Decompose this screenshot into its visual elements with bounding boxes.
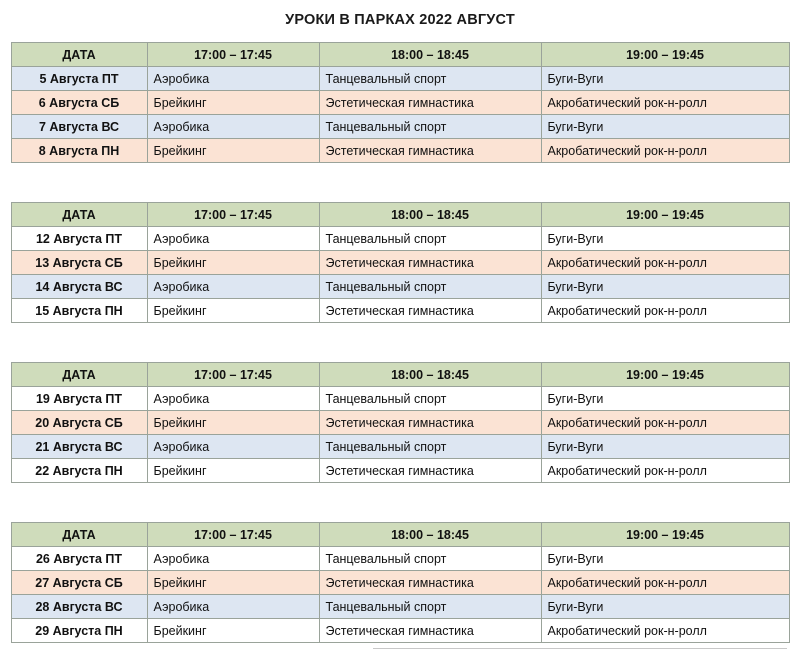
cell-class-2: Танцевальный спорт — [319, 595, 541, 619]
cell-class-1: Брейкинг — [147, 411, 319, 435]
cell-class-1: Брейкинг — [147, 619, 319, 643]
cell-class-1: Брейкинг — [147, 571, 319, 595]
cell-class-2: Танцевальный спорт — [319, 547, 541, 571]
cell-date: 22 Августа ПН — [11, 459, 147, 483]
cell-class-1: Аэробика — [147, 115, 319, 139]
column-header-date: ДАТА — [11, 203, 147, 227]
cell-date: 20 Августа СБ — [11, 411, 147, 435]
cell-class-1: Брейкинг — [147, 251, 319, 275]
cell-class-2: Эстетическая гимнастика — [319, 251, 541, 275]
table-row — [11, 619, 789, 643]
schedule-table-week-3 — [11, 362, 790, 483]
column-header-slot-1: 17:00 – 17:45 — [147, 43, 319, 67]
cell-class-1: Аэробика — [147, 67, 319, 91]
column-header-slot-3: 19:00 – 19:45 — [541, 523, 789, 547]
cell-class-1: Аэробика — [147, 227, 319, 251]
table-row — [11, 91, 789, 115]
cell-class-3: Буги-Вуги — [541, 275, 789, 299]
column-header-slot-3: 19:00 – 19:45 — [541, 43, 789, 67]
cell-date: 21 Августа ВС — [11, 435, 147, 459]
table-row — [11, 387, 789, 411]
cell-class-1: Аэробика — [147, 387, 319, 411]
table-row — [11, 227, 789, 251]
cell-date: 27 Августа СБ — [11, 571, 147, 595]
page-bottom-divider — [373, 648, 787, 649]
cell-class-3: Акробатический рок-н-ролл — [541, 571, 789, 595]
cell-class-3: Акробатический рок-н-ролл — [541, 299, 789, 323]
cell-class-2: Эстетическая гимнастика — [319, 459, 541, 483]
table-row — [11, 251, 789, 275]
page-title: УРОКИ В ПАРКАХ 2022 АВГУСТ — [285, 12, 515, 28]
column-header-slot-2: 18:00 – 18:45 — [319, 203, 541, 227]
table-row — [11, 435, 789, 459]
column-header-slot-2: 18:00 – 18:45 — [319, 363, 541, 387]
cell-class-2: Эстетическая гимнастика — [319, 91, 541, 115]
table-row — [11, 115, 789, 139]
table-header-row — [11, 363, 789, 387]
cell-class-2: Эстетическая гимнастика — [319, 411, 541, 435]
table-row — [11, 67, 789, 91]
column-header-date: ДАТА — [11, 523, 147, 547]
cell-class-1: Аэробика — [147, 595, 319, 619]
cell-class-3: Акробатический рок-н-ролл — [541, 411, 789, 435]
table-row — [11, 139, 789, 163]
column-header-slot-2: 18:00 – 18:45 — [319, 523, 541, 547]
column-header-slot-3: 19:00 – 19:45 — [541, 203, 789, 227]
table-row — [11, 275, 789, 299]
table-row — [11, 299, 789, 323]
cell-class-1: Аэробика — [147, 275, 319, 299]
cell-class-2: Танцевальный спорт — [319, 275, 541, 299]
column-header-slot-2: 18:00 – 18:45 — [319, 43, 541, 67]
cell-class-3: Акробатический рок-н-ролл — [541, 459, 789, 483]
cell-class-2: Эстетическая гимнастика — [319, 139, 541, 163]
cell-date: 29 Августа ПН — [11, 619, 147, 643]
cell-date: 14 Августа ВС — [11, 275, 147, 299]
cell-date: 12 Августа ПТ — [11, 227, 147, 251]
cell-class-3: Буги-Вуги — [541, 435, 789, 459]
cell-class-1: Брейкинг — [147, 299, 319, 323]
cell-class-2: Эстетическая гимнастика — [319, 299, 541, 323]
table-row — [11, 459, 789, 483]
cell-date: 6 Августа СБ — [11, 91, 147, 115]
cell-class-1: Брейкинг — [147, 139, 319, 163]
cell-date: 26 Августа ПТ — [11, 547, 147, 571]
cell-class-1: Аэробика — [147, 547, 319, 571]
table-header-row — [11, 523, 789, 547]
table-row — [11, 411, 789, 435]
column-header-date: ДАТА — [11, 43, 147, 67]
cell-class-2: Танцевальный спорт — [319, 227, 541, 251]
cell-date: 15 Августа ПН — [11, 299, 147, 323]
cell-date: 5 Августа ПТ — [11, 67, 147, 91]
cell-class-3: Буги-Вуги — [541, 67, 789, 91]
column-header-date: ДАТА — [11, 363, 147, 387]
cell-class-3: Акробатический рок-н-ролл — [541, 619, 789, 643]
column-header-slot-3: 19:00 – 19:45 — [541, 363, 789, 387]
column-header-slot-1: 17:00 – 17:45 — [147, 523, 319, 547]
table-row — [11, 595, 789, 619]
table-header-row — [11, 203, 789, 227]
cell-date: 13 Августа СБ — [11, 251, 147, 275]
cell-date: 28 Августа ВС — [11, 595, 147, 619]
cell-date: 8 Августа ПН — [11, 139, 147, 163]
cell-class-1: Аэробика — [147, 435, 319, 459]
schedule-table-week-1 — [11, 42, 790, 163]
cell-class-3: Буги-Вуги — [541, 227, 789, 251]
cell-class-3: Буги-Вуги — [541, 115, 789, 139]
cell-class-2: Танцевальный спорт — [319, 67, 541, 91]
table-row — [11, 547, 789, 571]
cell-class-2: Эстетическая гимнастика — [319, 619, 541, 643]
cell-class-2: Танцевальный спорт — [319, 435, 541, 459]
table-header-row — [11, 43, 789, 67]
schedule-tables — [0, 42, 800, 643]
column-header-slot-1: 17:00 – 17:45 — [147, 203, 319, 227]
cell-class-2: Танцевальный спорт — [319, 115, 541, 139]
cell-class-3: Буги-Вуги — [541, 595, 789, 619]
cell-class-2: Танцевальный спорт — [319, 387, 541, 411]
schedule-table-week-2 — [11, 202, 790, 323]
cell-class-3: Акробатический рок-н-ролл — [541, 139, 789, 163]
cell-class-3: Буги-Вуги — [541, 547, 789, 571]
cell-class-3: Акробатический рок-н-ролл — [541, 251, 789, 275]
cell-class-2: Эстетическая гимнастика — [319, 571, 541, 595]
table-row — [11, 571, 789, 595]
cell-class-3: Буги-Вуги — [541, 387, 789, 411]
cell-date: 19 Августа ПТ — [11, 387, 147, 411]
cell-class-1: Брейкинг — [147, 459, 319, 483]
column-header-slot-1: 17:00 – 17:45 — [147, 363, 319, 387]
cell-date: 7 Августа ВС — [11, 115, 147, 139]
schedule-table-week-4 — [11, 522, 790, 643]
cell-class-3: Акробатический рок-н-ролл — [541, 91, 789, 115]
cell-class-1: Брейкинг — [147, 91, 319, 115]
